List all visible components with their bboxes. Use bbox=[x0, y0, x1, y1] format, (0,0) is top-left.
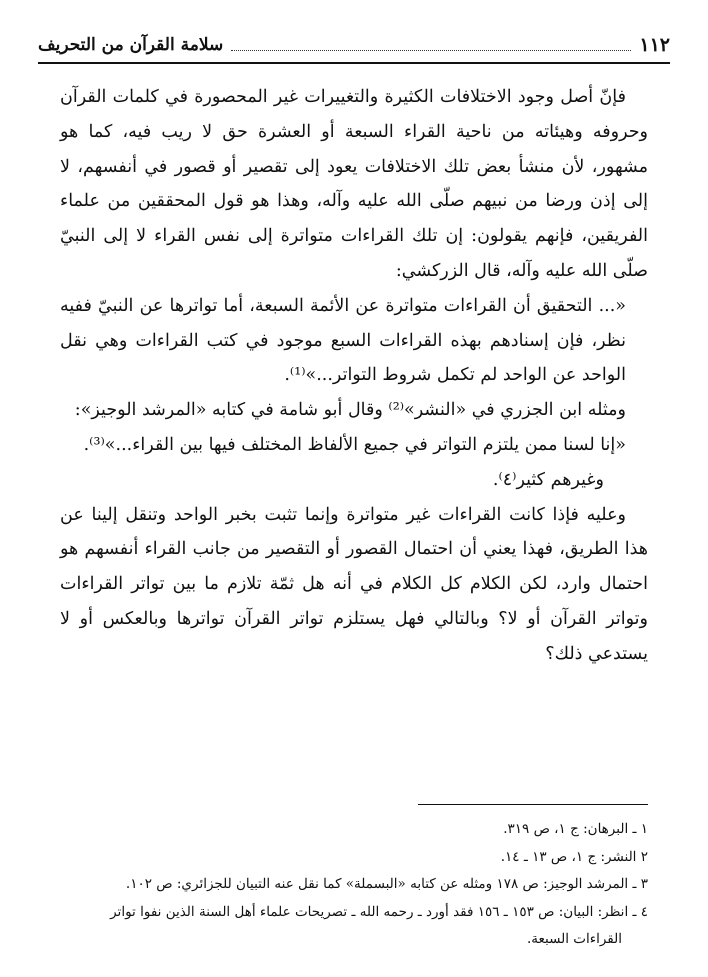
footnote-4-continuation: القراءات السبعة. bbox=[526, 931, 622, 947]
footnote-separator bbox=[418, 804, 648, 805]
header-leader-dots bbox=[231, 40, 631, 51]
page-number: ١١٢ bbox=[639, 34, 670, 56]
footnote-2: ٢ النشر: ج ١، ص ١٣ ـ ١٤. bbox=[500, 848, 648, 865]
running-title: سلامة القرآن من التحريف bbox=[38, 35, 224, 55]
paragraph-3: وغيرهم كثير⁽٤⁾. bbox=[492, 469, 604, 490]
main-text bbox=[60, 80, 648, 672]
paragraph-4: وعليه فإذا كانت القراءات غير متواترة وإنما تثبت بخبر الواحد وتنقل إلينا عن هذا الطريق، فهذا يعني أن احتمال القصور أو التقصير من جانب القراء أنفسهم هو احتمال وارد، لكن الكلام كل الكلام في أنه هل ثمّة تلازم ما بين تواتر القراءات وتواتر القرآن أو لا؟ وبالتالي فهل يستلزم تواتر القرآن تواترها وبالعكس أو لا يستدعي ذلك؟ bbox=[60, 504, 648, 664]
quotation-zarkashi: «... التحقيق أن القراءات متواترة عن الأئمة السبعة، أما تواترها عن النبيّ ففيه نظر، فإن إسنادهم بهذه القراءات السبع موجود في كتب القراءات وهي نقل الواحد عن الواحد لم تكمل شروط التواتر...»⁽¹⁾. bbox=[60, 295, 626, 386]
footnote-1: ١ ـ البرهان: ج ١، ص ٣١٩. bbox=[503, 821, 648, 837]
paragraph-2: ومثله ابن الجزري في «النشر»⁽²⁾ وقال أبو شامة في كتابه «المرشد الوجيز»: bbox=[74, 400, 626, 421]
footnote-4: ٤ ـ انظر: البيان: ص ١٥٣ ـ ١٥٦ فقد أورد ـ رحمه الله ـ تصريحات علماء أهل السنة الذين نفوا تواتر bbox=[110, 903, 648, 920]
paragraph-1: فإنّ أصل وجود الاختلافات الكثيرة والتغييرات غير المحصورة في كلمات القرآن وحروفه وهيئاته من ناحية القراء السبعة أو العشرة حق لا ريب فيه، كما هو مشهور، لأن منشأ بعض تلك الاختلافات يعود إلى تقصير أو قصور في أنفسهم، لا إلى إذن ورضا من نبيهم صلّى الله عليه وآله، وهذا هو قول المحققين من علماء الفريقين، فإنهم يقولون: إن تلك القراءات متواترة إلى نفس القراء لا إلى النبيّ صلّى الله عليه وآله، قال الزركشي: bbox=[60, 87, 648, 281]
footnotes bbox=[60, 816, 648, 954]
running-header bbox=[38, 28, 670, 64]
quotation-abu-shama: «إنا لسنا ممن يلتزم التواتر في جميع الألفاظ المختلف فيها بين القراء...»⁽³⁾. bbox=[83, 434, 626, 455]
footnote-3: ٣ ـ المرشد الوجيز: ص ١٧٨ ومثله عن كتابه «البسملة» كما نقل عنه التبيان للجزائري: ص ١٠٢. bbox=[125, 876, 648, 892]
